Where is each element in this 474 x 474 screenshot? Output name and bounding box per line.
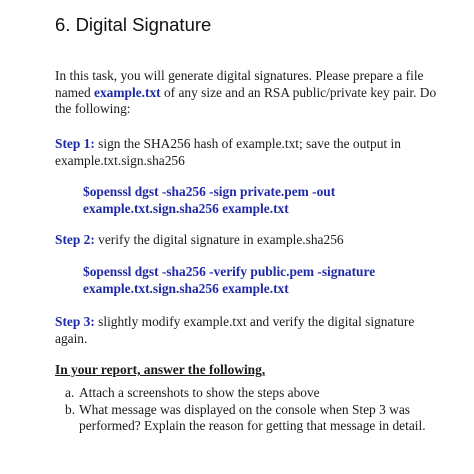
intro-text-after: of any size and an RSA public/private key pair. Do the following:	[55, 84, 437, 116]
list-item	[65, 402, 445, 435]
list-item-text: What message was displayed on the console when Step 3 was performed? Explain the reason for getting that message in detail.	[79, 401, 426, 433]
list-item	[65, 385, 445, 402]
step1-paragraph	[55, 136, 445, 169]
step2-command-line1: $openssl dgst -sha256 -verify public.pem -signature	[83, 264, 376, 279]
intro-text-before: In this task, you will generate digital signatures. Please prepare a file named	[55, 68, 424, 100]
step1-command-line2: example.txt.sign.sha256 example.txt	[83, 200, 289, 216]
step3-label: Step 3:	[55, 314, 95, 329]
document	[55, 10, 455, 433]
step1-command-line1: $openssl dgst -sha256 -sign private.pem -out	[83, 184, 336, 199]
report-title: In your report, answer the following,	[55, 362, 266, 377]
step2-label: Step 2:	[55, 232, 95, 247]
step2-command-line2: example.txt.sign.sha256 example.txt	[83, 280, 289, 296]
step3-text: slightly modify example.txt and verify the digital signature again.	[55, 314, 415, 346]
list-item-marker: a.	[65, 385, 75, 400]
step2-paragraph	[55, 232, 445, 249]
step1-command	[83, 184, 453, 217]
list-item-marker: b.	[65, 401, 76, 417]
section-heading: 6. Digital Signature	[55, 14, 212, 35]
step3-paragraph	[55, 314, 445, 347]
step1-text: sign the SHA256 hash of example.txt; save the output in example.txt.sign.sha256	[55, 136, 401, 168]
intro-paragraph	[55, 68, 445, 118]
list-item-text: Attach a screenshots to show the steps above	[79, 385, 320, 400]
step2-text: verify the digital signature in example.sha256	[94, 232, 344, 247]
report-question-list	[65, 385, 445, 435]
intro-filename: example.txt	[94, 84, 161, 100]
step2-command	[83, 264, 453, 297]
step1-label: Step 1:	[55, 136, 95, 151]
